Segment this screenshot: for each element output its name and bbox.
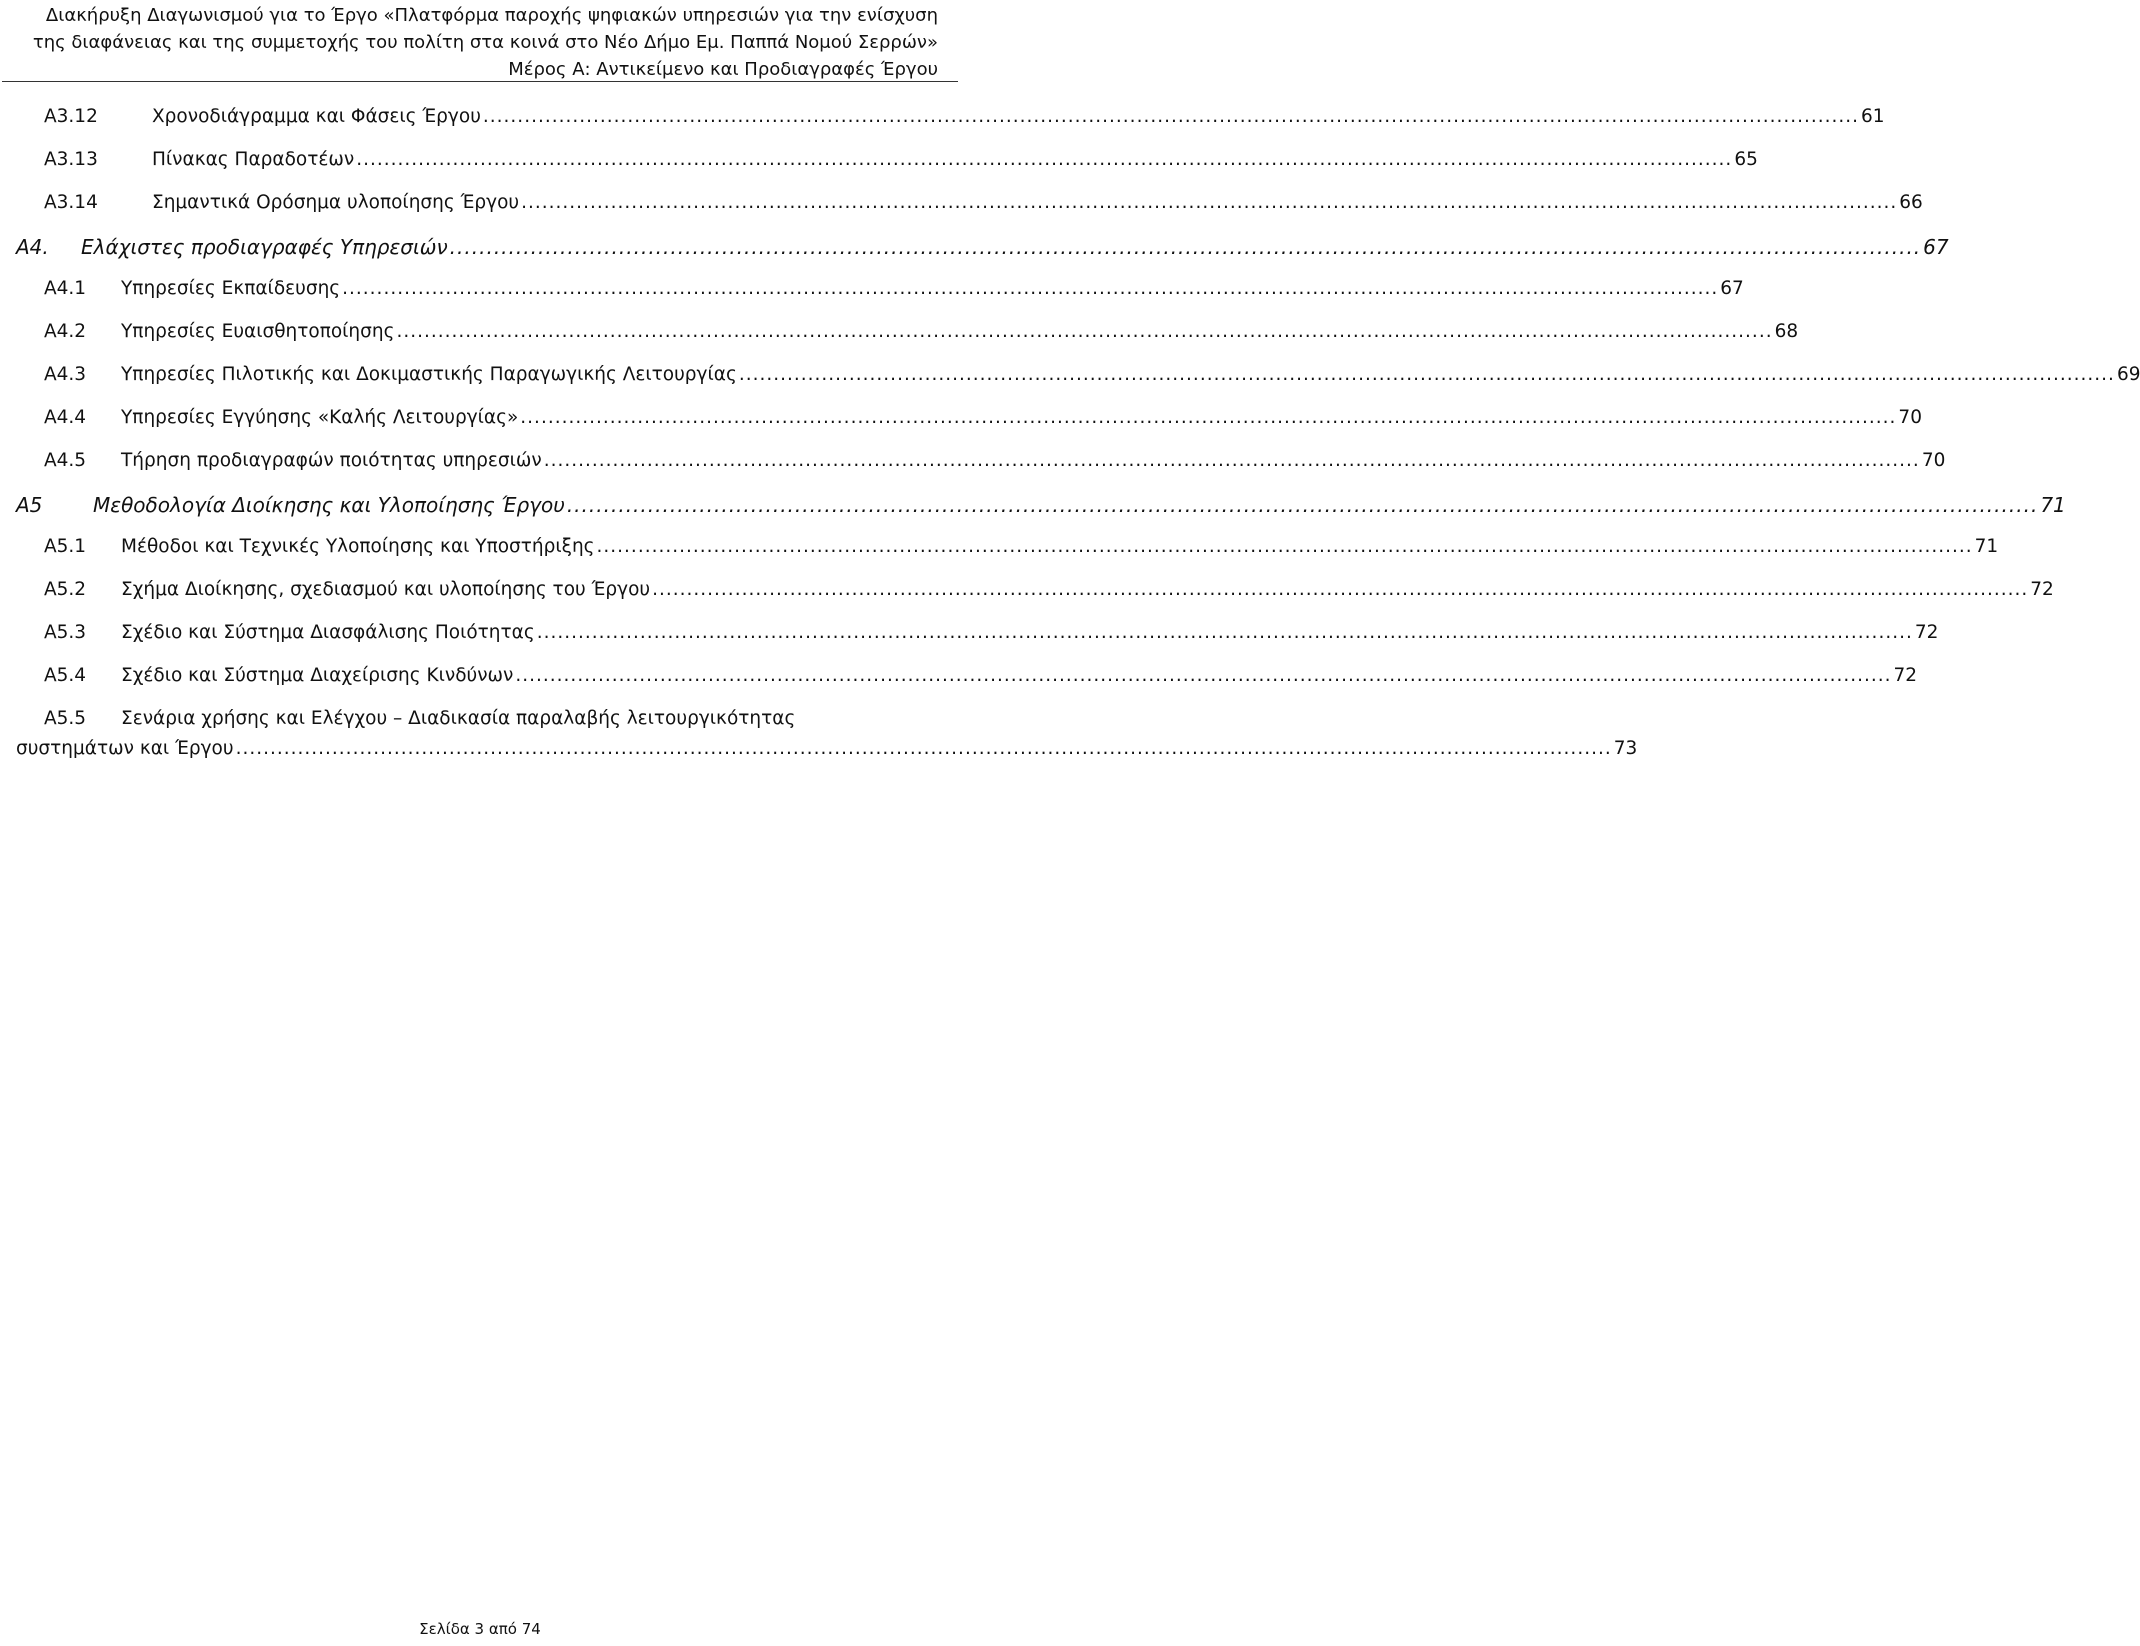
header-line-2: της διαφάνειας και της συμμετοχής του πολίτη στα κοινά στο Νέο Δήμο Εμ. Παππά Νομού Σερρών»: [32, 32, 938, 53]
page-header: [22, 2, 938, 83]
toc-title: Ελάχιστες προδιαγραφές Υπηρεσιών: [81, 235, 448, 259]
toc-title: Σχέδιο και Σύστημα Διασφάλισης Ποιότητας: [121, 622, 535, 643]
toc-page-number: 72: [2030, 579, 2054, 600]
toc-entry-a4-4[interactable]: [16, 407, 1922, 450]
toc-leader-dots: ........................................................................................................................................................................................................: [521, 192, 1898, 213]
toc-title-line-2: συστημάτων και Έργου: [16, 738, 234, 759]
toc-leader-dots: ........................................................................................................................................................................................................: [738, 364, 2115, 385]
toc-title: Τήρηση προδιαγραφών ποιότητας υπηρεσιών: [121, 450, 542, 471]
toc-entry-a5-4[interactable]: [16, 665, 1918, 708]
toc-leader-dots: ........................................................................................................................................................................................................: [396, 321, 1773, 342]
toc-title: Σχέδιο και Σύστημα Διαχείρισης Κινδύνων: [121, 665, 514, 686]
table-of-contents: [16, 106, 2140, 768]
toc-leader-dots: ........................................................................................................................................................................................................: [482, 106, 1860, 127]
toc-entry-a3-14[interactable]: [16, 192, 1923, 235]
toc-entry-a5[interactable]: [16, 493, 2066, 536]
header-divider: [2, 81, 958, 82]
toc-page-number: 67: [1720, 278, 1744, 299]
toc-page-number: 61: [1861, 106, 1885, 127]
toc-number: Α3.12: [44, 106, 98, 127]
toc-title: Σημαντικά Ορόσημα υλοποίησης Έργου: [152, 192, 520, 213]
toc-number: Α4.1: [44, 278, 87, 299]
toc-title: Υπηρεσίες Εκπαίδευσης: [121, 278, 341, 299]
toc-title: Υπηρεσίες Πιλοτικής και Δοκιμαστικής Παραγωγικής Λειτουργίας: [121, 364, 737, 385]
header-line-1: Διακήρυξη Διαγωνισμού για το Έργο «Πλατφόρμα παροχής ψηφιακών υπηρεσιών για την ενίσχυση: [45, 5, 938, 26]
toc-title: Σχήμα Διοίκησης, σχεδιασμού και υλοποίησης του Έργου: [121, 579, 651, 600]
page-footer: Σελίδα 3 από 74: [419, 1620, 541, 1638]
toc-entry-a4[interactable]: [16, 235, 1949, 278]
toc-page-number: 67: [1923, 235, 1949, 259]
toc-number: Α4.3: [44, 364, 87, 385]
toc-entry-a4-5[interactable]: [16, 450, 1946, 493]
toc-page-number: 65: [1734, 149, 1758, 170]
header-line-3: Μέρος Α: Αντικείμενο και Προδιαγραφές Έργου: [508, 59, 938, 80]
toc-number: Α4.4: [44, 407, 87, 428]
toc-title-line-1: Σενάρια χρήσης και Ελέγχου – Διαδικασία παραλαβής λειτουργικότητας: [121, 708, 796, 729]
toc-entry-a5-3[interactable]: [16, 622, 1939, 665]
toc-title: Υπηρεσίες Εγγύησης «Καλής Λειτουργίας»: [121, 407, 519, 428]
toc-number: Α3.14: [44, 192, 98, 213]
toc-title: Πίνακας Παραδοτέων: [152, 149, 355, 170]
toc-leader-dots: ........................................................................................................................................................................................................: [356, 149, 1733, 170]
toc-number: Α5.1: [44, 536, 87, 557]
toc-number: Α4.5: [44, 450, 87, 471]
toc-number: Α5.2: [44, 579, 87, 600]
toc-page-number: 71: [1974, 536, 1999, 557]
toc-leader-dots: ........................................................................................................................................................................................................: [449, 235, 1922, 259]
toc-title: Υπηρεσίες Ευαισθητοποίησης: [121, 321, 395, 342]
toc-leader-dots: ........................................................................................................................................................................................................: [520, 407, 1897, 428]
toc-page-number: 69: [2116, 364, 2140, 385]
toc-entry-a4-2[interactable]: [16, 321, 1799, 364]
toc-number: Α5.3: [44, 622, 87, 643]
toc-entry-a4-1[interactable]: [16, 278, 1744, 321]
toc-title: Μεθοδολογία Διοίκησης και Υλοποίησης Έργου: [93, 493, 565, 517]
toc-number: Α4.2: [44, 321, 87, 342]
toc-leader-dots: ........................................................................................................................................................................................................: [652, 579, 2029, 600]
toc-number: Α5.4: [44, 665, 87, 686]
toc-title: Μέθοδοι και Τεχνικές Υλοποίησης και Υποστήριξης: [121, 536, 595, 557]
toc-leader-dots: ........................................................................................................................................................................................................: [536, 622, 1913, 643]
toc-leader-dots: ........................................................................................................................................................................................................: [543, 450, 1920, 471]
toc-page-number: 73: [1613, 738, 1638, 759]
toc-number: Α4.: [16, 235, 49, 259]
toc-page-number: 72: [1914, 622, 1939, 643]
toc-entry-a5-1[interactable]: [16, 536, 1999, 579]
toc-page-number: 70: [1921, 450, 1946, 471]
toc-page-number: 70: [1898, 407, 1922, 428]
toc-leader-dots: ........................................................................................................................................................................................................: [235, 738, 1612, 759]
toc-number: Α5: [16, 493, 43, 517]
toc-page-number: 71: [2040, 493, 2066, 517]
toc-leader-dots: ........................................................................................................................................................................................................: [342, 278, 1719, 299]
toc-number: Α3.13: [44, 149, 98, 170]
toc-leader-dots: ........................................................................................................................................................................................................: [566, 493, 2039, 517]
toc-leader-dots: ........................................................................................................................................................................................................: [596, 536, 1973, 557]
toc-page-number: 66: [1899, 192, 1923, 213]
toc-number: Α5.5: [44, 708, 87, 729]
toc-entry-a3-12[interactable]: [16, 106, 1885, 149]
toc-entry-a3-13[interactable]: [16, 149, 1758, 192]
toc-page-number: 72: [1893, 665, 1918, 686]
toc-page-number: 68: [1774, 321, 1799, 342]
toc-leader-dots: ........................................................................................................................................................................................................: [515, 665, 1892, 686]
toc-entry-a5-5[interactable]: [16, 708, 1638, 768]
toc-entry-a4-3[interactable]: [16, 364, 2140, 407]
toc-title: Χρονοδιάγραμμα και Φάσεις Έργου: [152, 106, 481, 127]
toc-entry-a5-2[interactable]: [16, 579, 2054, 622]
